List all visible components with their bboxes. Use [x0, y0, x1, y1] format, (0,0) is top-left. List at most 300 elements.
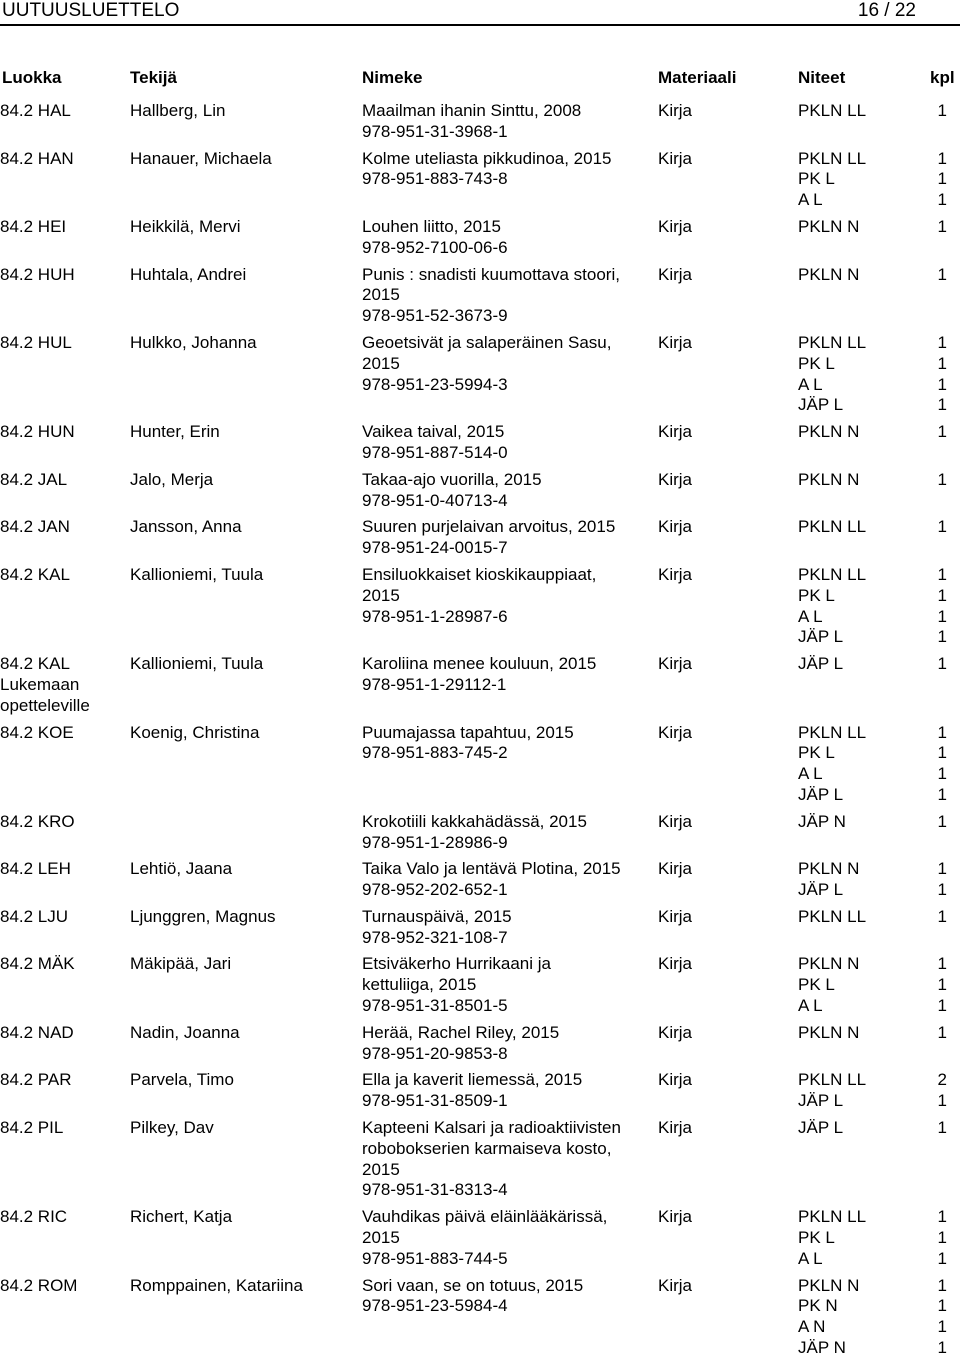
nimeke-cell: [362, 470, 647, 512]
catalog-entry: [0, 1070, 960, 1112]
title-text: Vaikea taival, 2015: [362, 422, 505, 442]
luokka-cell: [0, 265, 125, 286]
material-text: Kirja: [658, 517, 693, 537]
kpl-cell: [907, 1023, 947, 1044]
tekija-cell: [130, 149, 355, 170]
materiaali-cell: [658, 859, 788, 880]
luokka-text: 84.2 HUN: [0, 422, 75, 442]
copy-count: 1: [937, 784, 947, 804]
copy-count: 1: [937, 764, 947, 784]
material-text: Kirja: [658, 954, 693, 974]
copy-location: PK L: [798, 1228, 835, 1248]
luokka-cell: [0, 422, 125, 443]
nimeke-cell: [362, 517, 647, 559]
column-header-luokka: Luokka: [2, 68, 62, 87]
copy-location: PKLN LL: [798, 1070, 867, 1090]
luokka-cell: [0, 859, 125, 880]
isbn-text: 978-952-7100-06-6: [362, 237, 508, 257]
copy-location: PKLN LL: [798, 332, 867, 352]
luokka-text: 84.2 LJU: [0, 906, 69, 926]
luokka-text: 84.2 LEH: [0, 859, 71, 879]
copy-location: JÄP L: [798, 1118, 844, 1138]
nimeke-cell: [362, 1070, 647, 1112]
material-text: Kirja: [658, 811, 693, 831]
title-text: Ensiluokkaiset kioskikauppiaat,: [362, 564, 597, 584]
copy-location: PKLN N: [798, 1022, 860, 1042]
copy-count: 1: [937, 1228, 947, 1248]
title-text: 2015: [362, 1159, 400, 1179]
materiaali-cell: [658, 333, 788, 354]
material-text: Kirja: [658, 422, 693, 442]
materiaali-cell: [658, 470, 788, 491]
title-text: 2015: [362, 285, 400, 305]
title-text: Kapteeni Kalsari ja radioaktiivisten: [362, 1118, 621, 1138]
copy-count: 1: [937, 859, 947, 879]
luokka-cell: [0, 101, 125, 122]
luokka-text: 84.2 NAD: [0, 1022, 74, 1042]
page-title: UUTUUSLUETTELO: [2, 0, 180, 21]
author-text: Romppainen, Katariina: [130, 1275, 303, 1295]
copy-count: 1: [937, 906, 947, 926]
copy-count: 1: [937, 1275, 947, 1295]
title-text: Geoetsivät ja salaperäinen Sasu,: [362, 332, 612, 352]
kpl-cell: [907, 1276, 947, 1359]
nimeke-cell: [362, 265, 647, 327]
author-text: Kallioniemi, Tuula: [130, 654, 264, 674]
luokka-text: Lukemaan: [0, 674, 80, 694]
luokka-text: 84.2 JAN: [0, 517, 70, 537]
material-text: Kirja: [658, 148, 693, 168]
copy-count: 1: [937, 627, 947, 647]
copy-location: A L: [798, 996, 823, 1016]
kpl-cell: [907, 217, 947, 238]
title-text: Kolme uteliasta pikkudinoa, 2015: [362, 148, 612, 168]
isbn-text: 978-951-31-8501-5: [362, 996, 508, 1016]
catalog-entry: [0, 422, 960, 464]
niteet-cell: [798, 101, 908, 122]
nimeke-cell: [362, 1023, 647, 1065]
tekija-cell: [130, 333, 355, 354]
luokka-text: 84.2 HAN: [0, 148, 74, 168]
luokka-cell: [0, 1276, 125, 1297]
copy-count: 1: [937, 1296, 947, 1316]
copy-location: PKLN LL: [798, 101, 867, 120]
author-text: Hanauer, Michaela: [130, 148, 272, 168]
copy-location: PKLN N: [798, 216, 860, 236]
kpl-cell: [907, 333, 947, 416]
copy-location: PKLN N: [798, 422, 860, 442]
tekija-cell: [130, 907, 355, 928]
luokka-text: 84.2 KAL: [0, 654, 70, 674]
kpl-cell: [907, 517, 947, 538]
luokka-cell: [0, 1207, 125, 1228]
nimeke-cell: [362, 565, 647, 627]
author-text: Mäkipää, Jari: [130, 954, 232, 974]
luokka-text: 84.2 PIL: [0, 1118, 64, 1138]
materiaali-cell: [658, 265, 788, 286]
catalog-entry: [0, 265, 960, 327]
material-text: Kirja: [658, 1275, 693, 1295]
kpl-cell: [907, 907, 947, 928]
luokka-cell: [0, 812, 125, 833]
catalog-entry: [0, 101, 960, 143]
luokka-cell: [0, 333, 125, 354]
copy-location: PKLN N: [798, 469, 860, 489]
luokka-cell: [0, 217, 125, 238]
copy-location: PK L: [798, 975, 835, 995]
title-text: Louhen liitto, 2015: [362, 216, 501, 236]
material-text: Kirja: [658, 1070, 693, 1090]
tekija-cell: [130, 470, 355, 491]
material-text: Kirja: [658, 1118, 693, 1138]
kpl-cell: [907, 1118, 947, 1139]
materiaali-cell: [658, 1207, 788, 1228]
materiaali-cell: [658, 954, 788, 975]
luokka-text: 84.2 ROM: [0, 1275, 78, 1295]
tekija-cell: [130, 1070, 355, 1091]
catalog-entry: [0, 333, 960, 416]
isbn-text: 978-951-31-3968-1: [362, 121, 508, 141]
header-divider: [0, 24, 960, 26]
copy-count: 1: [937, 395, 947, 415]
luokka-cell: [0, 654, 125, 716]
luokka-cell: [0, 149, 125, 170]
niteet-cell: [798, 723, 908, 806]
material-text: Kirja: [658, 264, 693, 284]
copy-location: JÄP L: [798, 1091, 844, 1111]
tekija-cell: [130, 422, 355, 443]
copy-count: 1: [937, 148, 947, 168]
author-text: Koenig, Christina: [130, 722, 260, 742]
tekija-cell: [130, 101, 355, 122]
catalog-entry: [0, 1023, 960, 1065]
niteet-cell: [798, 333, 908, 416]
niteet-cell: [798, 1070, 908, 1112]
material-text: Kirja: [658, 859, 693, 879]
copy-count: 1: [937, 517, 947, 537]
copy-location: JÄP L: [798, 654, 844, 674]
luokka-text: 84.2 RIC: [0, 1207, 68, 1227]
material-text: Kirja: [658, 654, 693, 674]
page-number: 16 / 22: [857, 0, 916, 21]
luokka-text: 84.2 JAL: [0, 469, 68, 489]
catalog-entry: [0, 812, 960, 854]
isbn-text: 978-951-883-744-5: [362, 1248, 508, 1268]
copy-count: 1: [937, 1207, 947, 1227]
isbn-text: 978-951-52-3673-9: [362, 306, 508, 326]
title-text: kettuliiga, 2015: [362, 975, 477, 995]
catalog-entry: [0, 470, 960, 512]
materiaali-cell: [658, 723, 788, 744]
copy-location: PKLN LL: [798, 148, 867, 168]
materiaali-cell: [658, 1276, 788, 1297]
copy-count: 1: [937, 353, 947, 373]
isbn-text: 978-951-1-28987-6: [362, 606, 508, 626]
kpl-cell: [907, 1207, 947, 1269]
luokka-text: 84.2 HUH: [0, 264, 75, 284]
copy-count: 2: [937, 1070, 947, 1090]
material-text: Kirja: [658, 1207, 693, 1227]
catalog-entry: [0, 654, 960, 716]
isbn-text: 978-951-31-8509-1: [362, 1091, 508, 1111]
nimeke-cell: [362, 907, 647, 949]
column-header-kpl: kpl: [930, 68, 955, 87]
copy-count: 1: [937, 374, 947, 394]
material-text: Kirja: [658, 564, 693, 584]
copy-count: 1: [937, 954, 947, 974]
nimeke-cell: [362, 859, 647, 901]
luokka-text: 84.2 HEI: [0, 216, 67, 236]
title-text: Taika Valo ja lentävä Plotina, 2015: [362, 859, 621, 879]
copy-count: 1: [937, 606, 947, 626]
kpl-cell: [907, 149, 947, 211]
author-text: Hulkko, Johanna: [130, 332, 257, 352]
column-header-niteet: Niteet: [798, 68, 846, 87]
catalog-entry: [0, 1118, 960, 1201]
copy-count: 1: [937, 422, 947, 442]
niteet-cell: [798, 1276, 908, 1359]
copy-location: A L: [798, 1248, 823, 1268]
catalog-entry: [0, 517, 960, 559]
materiaali-cell: [658, 1118, 788, 1139]
copy-count: 1: [937, 1022, 947, 1042]
luokka-text: opetteleville: [0, 695, 90, 715]
materiaali-cell: [658, 812, 788, 833]
catalog-entry: [0, 907, 960, 949]
copy-count: 1: [937, 722, 947, 742]
materiaali-cell: [658, 1023, 788, 1044]
author-text: Hunter, Erin: [130, 422, 220, 442]
tekija-cell: [130, 565, 355, 586]
copy-location: PKLN N: [798, 264, 860, 284]
author-text: Heikkilä, Mervi: [130, 216, 241, 236]
materiaali-cell: [658, 654, 788, 675]
copy-location: A L: [798, 374, 823, 394]
isbn-text: 978-951-23-5994-3: [362, 374, 508, 394]
niteet-cell: [798, 422, 908, 443]
niteet-cell: [798, 217, 908, 238]
title-text: Takaa-ajo vuorilla, 2015: [362, 469, 542, 489]
copy-count: 1: [937, 996, 947, 1016]
kpl-cell: [907, 1070, 947, 1112]
material-text: Kirja: [658, 469, 693, 489]
luokka-text: 84.2 HAL: [0, 101, 71, 120]
copy-location: PK L: [798, 585, 835, 605]
isbn-text: 978-951-24-0015-7: [362, 538, 508, 558]
author-text: Nadin, Joanna: [130, 1022, 240, 1042]
copy-location: JÄP L: [798, 880, 844, 900]
tekija-cell: [130, 1023, 355, 1044]
kpl-cell: [907, 265, 947, 286]
copy-location: PKLN N: [798, 954, 860, 974]
catalog-entry: [0, 217, 960, 259]
luokka-cell: [0, 1070, 125, 1091]
author-text: Ljunggren, Magnus: [130, 906, 276, 926]
isbn-text: 978-951-883-745-2: [362, 743, 508, 763]
materiaali-cell: [658, 149, 788, 170]
catalog-entry: [0, 1276, 960, 1359]
copy-location: PK L: [798, 169, 835, 189]
copy-count: 1: [937, 216, 947, 236]
author-text: Jansson, Anna: [130, 517, 242, 537]
nimeke-cell: [362, 1207, 647, 1269]
title-text: Puumajassa tapahtuu, 2015: [362, 722, 574, 742]
luokka-text: 84.2 PAR: [0, 1070, 72, 1090]
isbn-text: 978-952-321-108-7: [362, 927, 508, 947]
isbn-text: 978-951-1-28986-9: [362, 832, 508, 852]
niteet-cell: [798, 1207, 908, 1269]
tekija-cell: [130, 654, 355, 675]
title-text: Turnauspäivä, 2015: [362, 906, 512, 926]
catalog-entry: [0, 565, 960, 648]
luokka-text: 84.2 MÄK: [0, 954, 75, 974]
copy-count: 1: [937, 169, 947, 189]
material-text: Kirja: [658, 216, 693, 236]
niteet-cell: [798, 517, 908, 538]
nimeke-cell: [362, 812, 647, 854]
title-text: robobokserien karmaiseva kosto,: [362, 1138, 612, 1158]
tekija-cell: [130, 265, 355, 286]
copy-count: 1: [937, 190, 947, 210]
isbn-text: 978-951-23-5984-4: [362, 1296, 508, 1316]
copy-count: 1: [937, 975, 947, 995]
title-text: Etsiväkerho Hurrikaani ja: [362, 954, 551, 974]
materiaali-cell: [658, 517, 788, 538]
copy-count: 1: [937, 1091, 947, 1111]
isbn-text: 978-951-883-743-8: [362, 169, 508, 189]
title-text: 2015: [362, 585, 400, 605]
material-text: Kirja: [658, 332, 693, 352]
author-text: Pilkey, Dav: [130, 1118, 214, 1138]
catalog-entry: [0, 1207, 960, 1269]
copy-location: PKLN N: [798, 1275, 860, 1295]
luokka-cell: [0, 1023, 125, 1044]
copy-location: JÄP L: [798, 784, 844, 804]
copy-location: A L: [798, 190, 823, 210]
copy-location: JÄP L: [798, 627, 844, 647]
niteet-cell: [798, 470, 908, 491]
author-text: Parvela, Timo: [130, 1070, 234, 1090]
luokka-cell: [0, 470, 125, 491]
title-text: 2015: [362, 1228, 400, 1248]
isbn-text: 978-951-31-8313-4: [362, 1180, 508, 1200]
title-text: Herää, Rachel Riley, 2015: [362, 1022, 560, 1042]
materiaali-cell: [658, 1070, 788, 1091]
luokka-cell: [0, 565, 125, 586]
isbn-text: 978-951-1-29112-1: [362, 674, 507, 694]
tekija-cell: [130, 1207, 355, 1228]
copy-location: A L: [798, 606, 823, 626]
copy-location: JÄP L: [798, 395, 844, 415]
luokka-text: 84.2 HUL: [0, 332, 72, 352]
nimeke-cell: [362, 422, 647, 464]
copy-location: JÄP N: [798, 811, 846, 831]
materiaali-cell: [658, 565, 788, 586]
copy-location: PKLN LL: [798, 564, 867, 584]
luokka-cell: [0, 517, 125, 538]
title-text: 2015: [362, 353, 400, 373]
column-header-materiaali: Materiaali: [658, 68, 737, 87]
luokka-cell: [0, 907, 125, 928]
copy-count: 1: [937, 264, 947, 284]
nimeke-cell: [362, 954, 647, 1016]
copy-location: PKLN LL: [798, 722, 867, 742]
kpl-cell: [907, 470, 947, 491]
copy-location: JÄP N: [798, 1338, 846, 1358]
author-text: Huhtala, Andrei: [130, 264, 247, 284]
material-text: Kirja: [658, 906, 693, 926]
isbn-text: 978-951-20-9853-8: [362, 1043, 508, 1063]
isbn-text: 978-951-887-514-0: [362, 442, 508, 462]
niteet-cell: [798, 654, 908, 675]
copy-count: 1: [937, 743, 947, 763]
niteet-cell: [798, 907, 908, 928]
isbn-text: 978-952-202-652-1: [362, 880, 508, 900]
nimeke-cell: [362, 1118, 647, 1201]
materiaali-cell: [658, 101, 788, 122]
title-text: Krokotiili kakkahädässä, 2015: [362, 811, 587, 831]
nimeke-cell: [362, 101, 647, 143]
niteet-cell: [798, 1023, 908, 1044]
niteet-cell: [798, 954, 908, 1016]
catalog-entry: [0, 723, 960, 806]
kpl-cell: [907, 654, 947, 675]
copy-location: PKLN N: [798, 859, 860, 879]
column-header-nimeke: Nimeke: [362, 68, 423, 87]
kpl-cell: [907, 565, 947, 648]
copy-count: 1: [937, 469, 947, 489]
niteet-cell: [798, 1118, 908, 1139]
luokka-cell: [0, 954, 125, 975]
tekija-cell: [130, 954, 355, 975]
copy-count: 1: [937, 585, 947, 605]
kpl-cell: [907, 422, 947, 443]
tekija-cell: [130, 217, 355, 238]
copy-count: 1: [937, 811, 947, 831]
copy-location: PK L: [798, 353, 835, 373]
nimeke-cell: [362, 1276, 647, 1318]
author-text: Lehtiö, Jaana: [130, 859, 233, 879]
author-text: Kallioniemi, Tuula: [130, 564, 264, 584]
title-text: Suuren purjelaivan arvoitus, 2015: [362, 517, 616, 537]
copy-location: A L: [798, 764, 823, 784]
copy-count: 1: [937, 654, 947, 674]
luokka-text: 84.2 KRO: [0, 811, 75, 831]
author-text: Hallberg, Lin: [130, 101, 226, 120]
catalog-entry: [0, 859, 960, 901]
copy-location: PKLN LL: [798, 517, 867, 537]
tekija-cell: [130, 517, 355, 538]
materiaali-cell: [658, 907, 788, 928]
column-header-tekija: Tekijä: [130, 68, 177, 87]
copy-count: 1: [937, 1118, 947, 1138]
copy-count: 1: [937, 564, 947, 584]
copy-count: 1: [937, 1248, 947, 1268]
title-text: Sori vaan, se on totuus, 2015: [362, 1275, 584, 1295]
kpl-cell: [907, 954, 947, 1016]
copy-location: A N: [798, 1317, 826, 1337]
niteet-cell: [798, 265, 908, 286]
title-text: Maailman ihanin Sinttu, 2008: [362, 101, 582, 120]
niteet-cell: [798, 812, 908, 833]
catalog-entry: [0, 954, 960, 1016]
kpl-cell: [907, 812, 947, 833]
copy-location: PKLN LL: [798, 1207, 867, 1227]
copy-count: 1: [937, 1317, 947, 1337]
copy-count: 1: [937, 101, 947, 120]
nimeke-cell: [362, 333, 647, 395]
kpl-cell: [907, 859, 947, 901]
